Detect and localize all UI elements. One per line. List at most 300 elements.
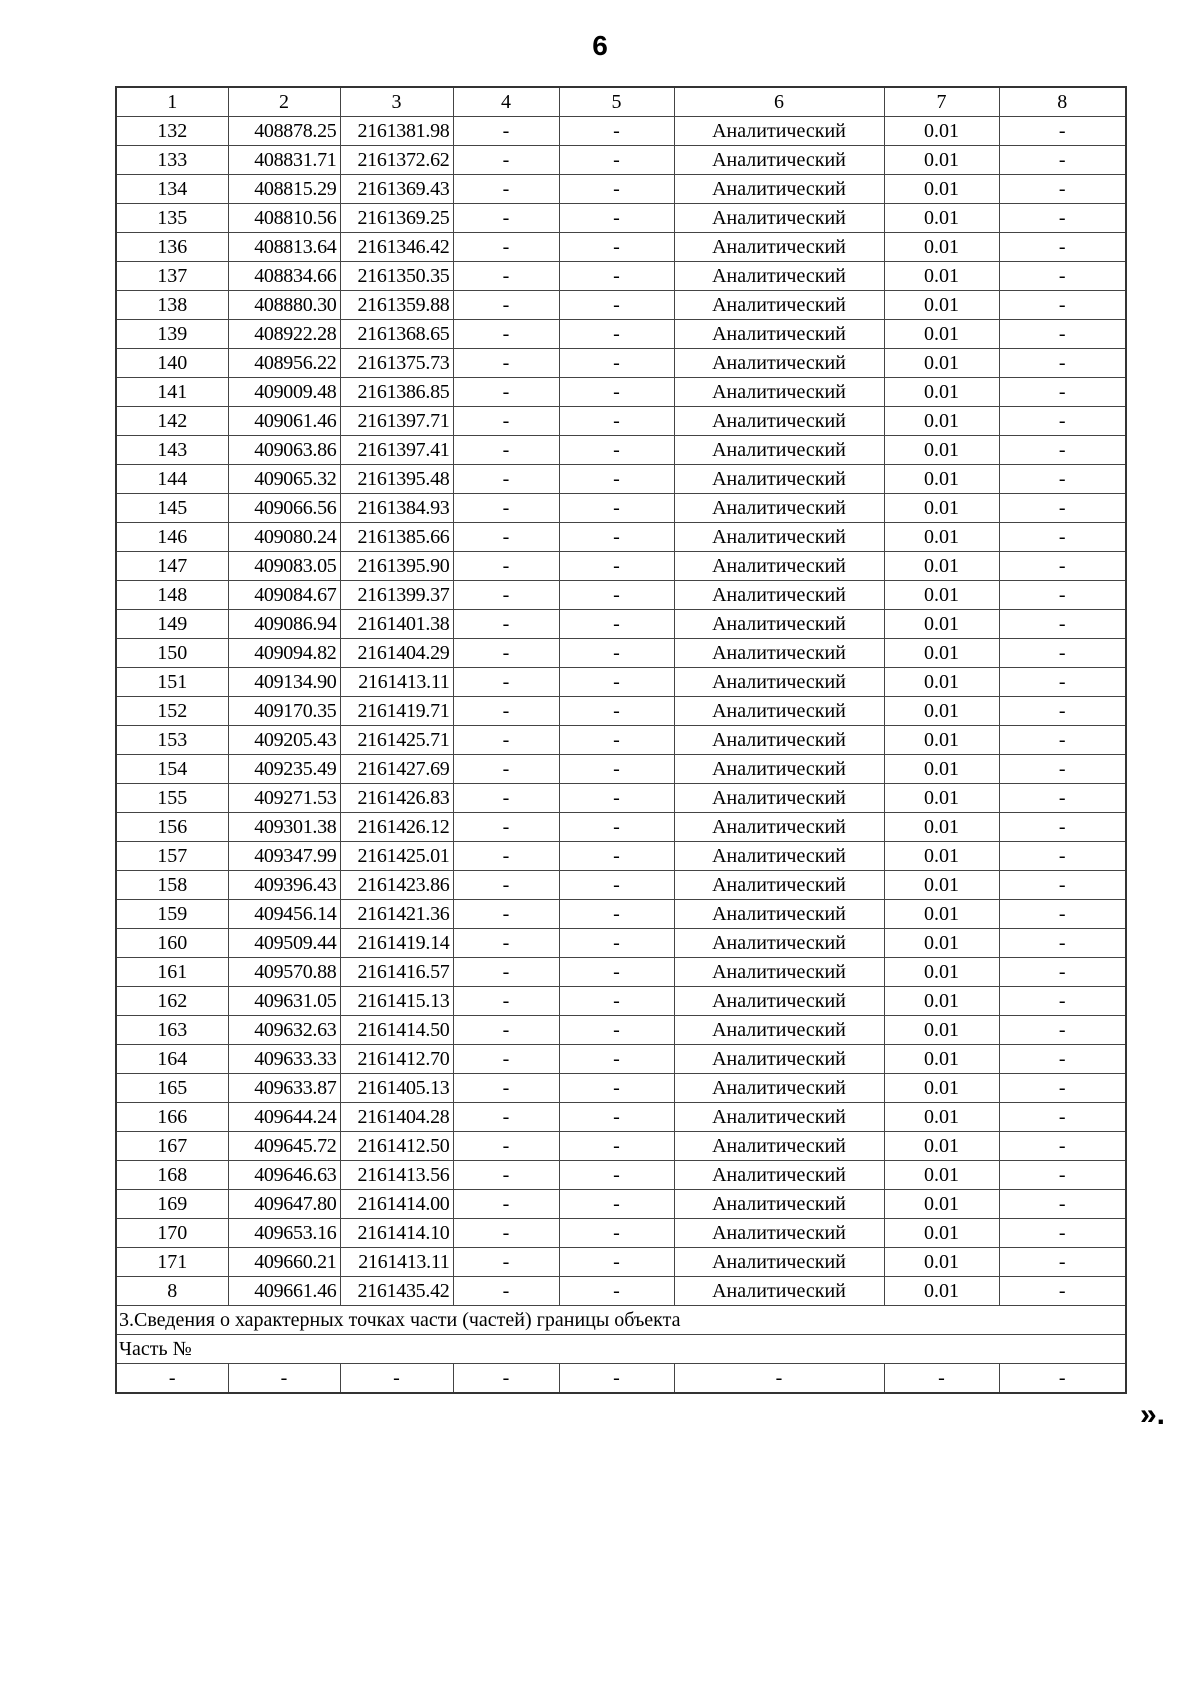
table-cell: - — [559, 233, 674, 262]
table-cell: 157 — [116, 842, 228, 871]
table-cell: 140 — [116, 349, 228, 378]
table-cell: 409633.33 — [228, 1045, 340, 1074]
header-cell: 6 — [674, 87, 884, 117]
table-cell: 165 — [116, 1074, 228, 1103]
table-cell: 2161404.29 — [340, 639, 453, 668]
table-cell: - — [559, 146, 674, 175]
table-cell: - — [559, 1277, 674, 1306]
table-cell: 162 — [116, 987, 228, 1016]
table-cell: 154 — [116, 755, 228, 784]
table-cell: - — [453, 146, 559, 175]
table-cell: 409083.05 — [228, 552, 340, 581]
table-cell: 408922.28 — [228, 320, 340, 349]
table-cell: 409647.80 — [228, 1190, 340, 1219]
table-cell: 0.01 — [884, 1103, 999, 1132]
table-cell: - — [999, 697, 1126, 726]
table-cell: 158 — [116, 871, 228, 900]
table-cell: 0.01 — [884, 291, 999, 320]
table-cell: - — [453, 726, 559, 755]
table-cell: - — [559, 175, 674, 204]
table-cell: 0.01 — [884, 610, 999, 639]
table-cell: 0.01 — [884, 784, 999, 813]
table-row — [116, 117, 1126, 146]
table-cell: - — [453, 407, 559, 436]
table-cell: - — [999, 378, 1126, 407]
table-cell: Аналитический — [674, 117, 884, 146]
table-row — [116, 1248, 1126, 1277]
table-cell: - — [453, 378, 559, 407]
table-cell: - — [453, 1074, 559, 1103]
table-row — [116, 610, 1126, 639]
header-cell: 1 — [116, 87, 228, 117]
table-cell: 409205.43 — [228, 726, 340, 755]
table-cell: 159 — [116, 900, 228, 929]
table-cell: 2161385.66 — [340, 523, 453, 552]
table-cell: - — [999, 523, 1126, 552]
table-cell: Аналитический — [674, 436, 884, 465]
table-cell: 156 — [116, 813, 228, 842]
table-cell: Аналитический — [674, 1016, 884, 1045]
table-cell: - — [559, 552, 674, 581]
table-row — [116, 1190, 1126, 1219]
table-cell: 2161421.36 — [340, 900, 453, 929]
table-cell: - — [453, 987, 559, 1016]
table-cell: 0.01 — [884, 117, 999, 146]
table-cell: Аналитический — [674, 1219, 884, 1248]
table-row — [116, 668, 1126, 697]
table-cell: 169 — [116, 1190, 228, 1219]
table-cell: - — [999, 900, 1126, 929]
table-cell: 0.01 — [884, 1132, 999, 1161]
header-cell: 4 — [453, 87, 559, 117]
table-cell: 168 — [116, 1161, 228, 1190]
table-row — [116, 697, 1126, 726]
table-cell: 0.01 — [884, 552, 999, 581]
table-cell: 409271.53 — [228, 784, 340, 813]
table-cell: - — [559, 929, 674, 958]
table-cell: - — [999, 117, 1126, 146]
table-cell: 164 — [116, 1045, 228, 1074]
table-cell: - — [453, 610, 559, 639]
table-cell: 408834.66 — [228, 262, 340, 291]
table-cell: 409094.82 — [228, 639, 340, 668]
table-cell: 2161350.35 — [340, 262, 453, 291]
table-cell: 2161425.71 — [340, 726, 453, 755]
table-cell: - — [559, 813, 674, 842]
table-cell: - — [453, 958, 559, 987]
table-cell: Аналитический — [674, 755, 884, 784]
table-cell: - — [559, 610, 674, 639]
table-cell: 409170.35 — [228, 697, 340, 726]
table-cell: 409646.63 — [228, 1161, 340, 1190]
table-cell: - — [999, 1161, 1126, 1190]
table-cell: Аналитический — [674, 407, 884, 436]
table-row — [116, 378, 1126, 407]
table-cell: - — [453, 581, 559, 610]
table-cell: 137 — [116, 262, 228, 291]
table-cell: 151 — [116, 668, 228, 697]
table-cell: 0.01 — [884, 958, 999, 987]
table-cell: 2161401.38 — [340, 610, 453, 639]
table-cell: 0.01 — [884, 1074, 999, 1103]
table-row — [116, 726, 1126, 755]
table-cell: - — [559, 1074, 674, 1103]
table-cell: - — [116, 1364, 228, 1394]
table-cell: 409456.14 — [228, 900, 340, 929]
table-cell: - — [999, 1248, 1126, 1277]
table-cell: 2161399.37 — [340, 581, 453, 610]
table-cell: 409633.87 — [228, 1074, 340, 1103]
table-cell: 2161397.41 — [340, 436, 453, 465]
table-cell: 2161419.71 — [340, 697, 453, 726]
table-cell: 136 — [116, 233, 228, 262]
table-cell: 2161386.85 — [340, 378, 453, 407]
table-cell: 2161412.70 — [340, 1045, 453, 1074]
table-cell: 144 — [116, 465, 228, 494]
table-row — [116, 871, 1126, 900]
table-cell: 409631.05 — [228, 987, 340, 1016]
table-row — [116, 987, 1126, 1016]
table-cell: 0.01 — [884, 1161, 999, 1190]
table-cell: 2161397.71 — [340, 407, 453, 436]
table-row — [116, 784, 1126, 813]
table-cell: 148 — [116, 581, 228, 610]
table-row — [116, 146, 1126, 175]
table-cell: 146 — [116, 523, 228, 552]
table-cell: 2161423.86 — [340, 871, 453, 900]
table-cell: - — [453, 784, 559, 813]
table-cell: Аналитический — [674, 465, 884, 494]
table-cell: 0.01 — [884, 523, 999, 552]
table-row — [116, 262, 1126, 291]
table-cell: - — [453, 668, 559, 697]
table-cell: 409065.32 — [228, 465, 340, 494]
section-title-row — [116, 1306, 1126, 1335]
table-cell: 409084.67 — [228, 581, 340, 610]
table-cell: 408831.71 — [228, 146, 340, 175]
table-cell: - — [559, 436, 674, 465]
table-cell: - — [559, 1132, 674, 1161]
section-title: 3.Сведения о характерных точках части (частей) границы объекта — [116, 1306, 1126, 1335]
table-cell: 0.01 — [884, 407, 999, 436]
table-cell: - — [559, 204, 674, 233]
table-cell: 2161368.65 — [340, 320, 453, 349]
table-cell: - — [453, 349, 559, 378]
table-row — [116, 958, 1126, 987]
table-cell: 0.01 — [884, 581, 999, 610]
table-cell: 163 — [116, 1016, 228, 1045]
table-cell: - — [453, 262, 559, 291]
table-cell: 409509.44 — [228, 929, 340, 958]
table-cell: - — [453, 842, 559, 871]
table-cell: - — [999, 668, 1126, 697]
table-cell: - — [559, 262, 674, 291]
table-row — [116, 233, 1126, 262]
table-cell: 0.01 — [884, 1277, 999, 1306]
table-cell: - — [453, 465, 559, 494]
table-cell: 409235.49 — [228, 755, 340, 784]
table-cell: 409653.16 — [228, 1219, 340, 1248]
table-cell: - — [999, 320, 1126, 349]
table-cell: 2161425.01 — [340, 842, 453, 871]
table-cell: 0.01 — [884, 1219, 999, 1248]
table-cell: - — [999, 262, 1126, 291]
table-cell: Аналитический — [674, 146, 884, 175]
table-cell: 134 — [116, 175, 228, 204]
table-cell: - — [674, 1364, 884, 1394]
table-cell: 0.01 — [884, 320, 999, 349]
table-cell: - — [453, 1219, 559, 1248]
table-cell: 0.01 — [884, 146, 999, 175]
table-cell: 2161414.00 — [340, 1190, 453, 1219]
table-cell: Аналитический — [674, 639, 884, 668]
table-cell: 409061.46 — [228, 407, 340, 436]
table-cell: 0.01 — [884, 697, 999, 726]
table-cell: 409301.38 — [228, 813, 340, 842]
table-cell: - — [999, 291, 1126, 320]
table-cell: Аналитический — [674, 494, 884, 523]
table-cell: - — [999, 349, 1126, 378]
table-cell: - — [999, 639, 1126, 668]
table-cell: - — [453, 320, 559, 349]
table-cell: 142 — [116, 407, 228, 436]
table-cell: 2161369.25 — [340, 204, 453, 233]
table-cell: - — [559, 349, 674, 378]
table-cell: Аналитический — [674, 1103, 884, 1132]
table-cell: 408810.56 — [228, 204, 340, 233]
table-cell: 2161414.50 — [340, 1016, 453, 1045]
table-row — [116, 755, 1126, 784]
header-cell: 7 — [884, 87, 999, 117]
table-cell: - — [559, 668, 674, 697]
table-cell: 2161381.98 — [340, 117, 453, 146]
table-cell: - — [559, 1219, 674, 1248]
table-cell: 2161413.11 — [340, 1248, 453, 1277]
table-row — [116, 581, 1126, 610]
table-cell: - — [999, 436, 1126, 465]
table-cell: 0.01 — [884, 175, 999, 204]
table-cell: 170 — [116, 1219, 228, 1248]
table-row — [116, 523, 1126, 552]
table-cell: 167 — [116, 1132, 228, 1161]
table-cell: 153 — [116, 726, 228, 755]
table-cell: - — [999, 784, 1126, 813]
table-cell: - — [999, 494, 1126, 523]
table-cell: 0.01 — [884, 204, 999, 233]
table-cell: 2161416.57 — [340, 958, 453, 987]
table-cell: 2161427.69 — [340, 755, 453, 784]
table-cell: 409632.63 — [228, 1016, 340, 1045]
table-cell: - — [559, 871, 674, 900]
table-row — [116, 639, 1126, 668]
table-cell: 0.01 — [884, 929, 999, 958]
table-cell: 155 — [116, 784, 228, 813]
table-cell: - — [559, 1190, 674, 1219]
table-cell: 166 — [116, 1103, 228, 1132]
table-cell: - — [999, 233, 1126, 262]
table-cell: Аналитический — [674, 1132, 884, 1161]
table-cell: 408878.25 — [228, 117, 340, 146]
table-cell: - — [453, 929, 559, 958]
table-cell: 2161375.73 — [340, 349, 453, 378]
table-cell: 409570.88 — [228, 958, 340, 987]
table-cell: Аналитический — [674, 958, 884, 987]
table-cell: - — [999, 871, 1126, 900]
table-cell: - — [453, 233, 559, 262]
table-cell: 2161395.48 — [340, 465, 453, 494]
table-cell: 408813.64 — [228, 233, 340, 262]
table-row — [116, 494, 1126, 523]
table-row — [116, 175, 1126, 204]
table-cell: - — [453, 291, 559, 320]
table-cell: 2161426.12 — [340, 813, 453, 842]
table-row — [116, 842, 1126, 871]
table-cell: 2161426.83 — [340, 784, 453, 813]
table-cell: 409009.48 — [228, 378, 340, 407]
table-row — [116, 1045, 1126, 1074]
table-row — [116, 1161, 1126, 1190]
table-cell: 409086.94 — [228, 610, 340, 639]
table-cell: 409080.24 — [228, 523, 340, 552]
table-row — [116, 1132, 1126, 1161]
table-cell: 2161413.11 — [340, 668, 453, 697]
table-cell: 133 — [116, 146, 228, 175]
table-row — [116, 1103, 1126, 1132]
table-cell: 0.01 — [884, 1190, 999, 1219]
table-cell: Аналитический — [674, 262, 884, 291]
table-cell: 150 — [116, 639, 228, 668]
table-cell: 135 — [116, 204, 228, 233]
table-cell: - — [453, 436, 559, 465]
table-cell: 409063.86 — [228, 436, 340, 465]
table-cell: - — [453, 494, 559, 523]
table-cell: - — [559, 755, 674, 784]
table-cell: - — [999, 146, 1126, 175]
part-number-label: Часть № — [116, 1335, 1126, 1364]
table-cell: 2161414.10 — [340, 1219, 453, 1248]
page-number: 6 — [592, 30, 608, 61]
table-cell: 0.01 — [884, 668, 999, 697]
table-cell: - — [559, 958, 674, 987]
table-row — [116, 291, 1126, 320]
header-cell: 5 — [559, 87, 674, 117]
table-cell: 0.01 — [884, 871, 999, 900]
table-cell: - — [559, 697, 674, 726]
table-cell: - — [559, 117, 674, 146]
table-cell: 2161404.28 — [340, 1103, 453, 1132]
table-cell: - — [559, 523, 674, 552]
table-cell: 0.01 — [884, 262, 999, 291]
table-cell: 152 — [116, 697, 228, 726]
table-cell: 0.01 — [884, 900, 999, 929]
table-cell: - — [999, 987, 1126, 1016]
table-cell: - — [559, 407, 674, 436]
table-cell: 0.01 — [884, 813, 999, 842]
table-cell: - — [559, 1103, 674, 1132]
table-cell: 0.01 — [884, 842, 999, 871]
table-cell: - — [999, 842, 1126, 871]
table-cell: - — [453, 1103, 559, 1132]
table-cell: Аналитический — [674, 900, 884, 929]
table-cell: - — [999, 175, 1126, 204]
table-cell: - — [999, 755, 1126, 784]
table-cell: - — [999, 407, 1126, 436]
table-cell: 145 — [116, 494, 228, 523]
table-cell: - — [999, 610, 1126, 639]
table-cell: - — [453, 1190, 559, 1219]
table-cell: - — [453, 523, 559, 552]
table-cell: - — [453, 175, 559, 204]
table-cell: - — [559, 726, 674, 755]
table-cell: 0.01 — [884, 436, 999, 465]
table-cell: - — [453, 204, 559, 233]
table-row — [116, 813, 1126, 842]
table-cell: 132 — [116, 117, 228, 146]
table-cell: - — [559, 639, 674, 668]
table-cell: - — [999, 929, 1126, 958]
table-cell: 0.01 — [884, 349, 999, 378]
table-cell: 2161415.13 — [340, 987, 453, 1016]
table-cell: - — [453, 552, 559, 581]
table-cell: Аналитический — [674, 784, 884, 813]
table-cell: - — [453, 1161, 559, 1190]
table-cell: Аналитический — [674, 523, 884, 552]
table-cell: 409644.24 — [228, 1103, 340, 1132]
table-cell: - — [453, 1016, 559, 1045]
table-cell: 0.01 — [884, 233, 999, 262]
table-cell: Аналитический — [674, 552, 884, 581]
table-cell: Аналитический — [674, 726, 884, 755]
table-cell: - — [559, 1016, 674, 1045]
table-cell: - — [999, 1364, 1126, 1394]
table-cell: - — [999, 813, 1126, 842]
table-cell: - — [559, 1364, 674, 1394]
table-cell: 147 — [116, 552, 228, 581]
table-cell: 409396.43 — [228, 871, 340, 900]
table-cell: 2161413.56 — [340, 1161, 453, 1190]
table-cell: Аналитический — [674, 175, 884, 204]
table-cell: 2161372.62 — [340, 146, 453, 175]
table-cell: Аналитический — [674, 581, 884, 610]
empty-part-row — [116, 1364, 1126, 1394]
table-cell: - — [453, 117, 559, 146]
table-cell: - — [999, 1219, 1126, 1248]
table-cell: - — [999, 465, 1126, 494]
table-cell: - — [999, 1016, 1126, 1045]
table-row — [116, 465, 1126, 494]
table-cell: Аналитический — [674, 871, 884, 900]
table-cell: 8 — [116, 1277, 228, 1306]
header-cell: 2 — [228, 87, 340, 117]
table-cell: 160 — [116, 929, 228, 958]
table-row — [116, 349, 1126, 378]
table-cell: Аналитический — [674, 1045, 884, 1074]
table-row — [116, 929, 1126, 958]
header-cell: 3 — [340, 87, 453, 117]
table-cell: - — [453, 1364, 559, 1394]
table-cell: 408815.29 — [228, 175, 340, 204]
table-cell: 2161405.13 — [340, 1074, 453, 1103]
table-cell: - — [559, 1248, 674, 1277]
table-cell: Аналитический — [674, 349, 884, 378]
table-cell: - — [559, 784, 674, 813]
table-cell: Аналитический — [674, 987, 884, 1016]
table-cell: 2161419.14 — [340, 929, 453, 958]
table-cell: - — [999, 958, 1126, 987]
table-row — [116, 1219, 1126, 1248]
table-cell: - — [999, 1277, 1126, 1306]
table-cell: - — [999, 1045, 1126, 1074]
